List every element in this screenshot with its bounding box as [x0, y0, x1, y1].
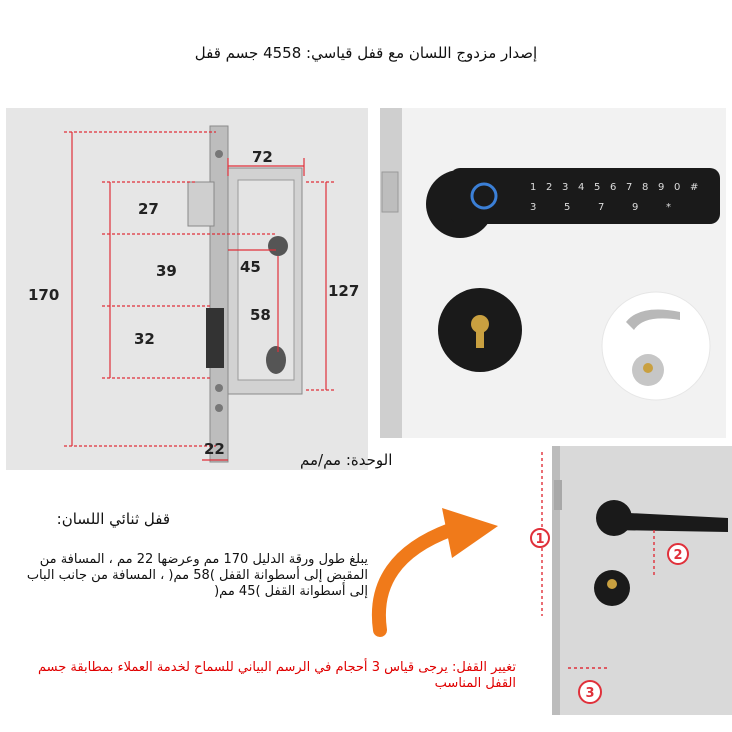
door-latch: [554, 480, 562, 510]
cylinder-slot: [476, 330, 484, 348]
arrow-head: [442, 508, 498, 558]
dim-label-58: 58: [250, 306, 271, 324]
dim-label-127: 127: [328, 282, 360, 300]
lock-case-inner: [238, 180, 294, 380]
keypad-key: *: [666, 202, 671, 213]
keypad-key: 3: [562, 182, 569, 193]
arrow-shaft: [379, 530, 450, 630]
door-edge: [380, 108, 402, 438]
unit-label: الوحدة: مم/مم: [300, 451, 393, 469]
section-heading: قفل ثنائي اللسان:: [56, 510, 170, 528]
keypad-key: 1: [530, 182, 537, 193]
dim-label-32: 32: [134, 330, 155, 348]
cylinder-hole: [266, 346, 286, 374]
orange-arrow: [360, 500, 510, 640]
keypad-key: 7: [598, 202, 605, 213]
product-photo: [380, 108, 726, 438]
keypad-key: 8: [642, 182, 649, 193]
latch-bolt: [188, 182, 214, 226]
door-measurement-diagram: [528, 440, 732, 715]
keypad-key: 9: [632, 202, 639, 213]
keypad-key: 4: [578, 182, 585, 193]
keypad-key: 6: [610, 182, 617, 193]
keypad-key: 2: [546, 182, 553, 193]
keypad-key: 9: [658, 182, 665, 193]
keypad-key: 3: [530, 202, 537, 213]
deadbolt-slot: [206, 308, 224, 368]
dim-label-39: 39: [156, 262, 177, 280]
marker-3-label: 3: [585, 686, 595, 701]
dim-label-72: 72: [252, 148, 273, 166]
latch-plate: [382, 172, 398, 212]
door-drawing: [528, 440, 732, 715]
door-cylinder: [607, 579, 617, 589]
dim-label-170: 170: [28, 286, 60, 304]
screw-hole: [215, 150, 223, 158]
screw-hole: [215, 404, 223, 412]
dim-label-27: 27: [138, 200, 159, 218]
screw-hole: [215, 384, 223, 392]
page-title: إصدار مزدوج اللسان مع قفل قياسي: 4558 جسم قفل: [194, 44, 538, 62]
marker-1-label: 1: [535, 532, 545, 547]
dim-label-45: 45: [240, 258, 261, 276]
dim-label-22: 22: [204, 440, 225, 458]
silver-cylinder-core: [643, 363, 653, 373]
description-text: يبلغ طول ورقة الدليل 170 مم وعرضها 22 مم ، المسافة من المقبض إلى أسطوانة القفل )58 مم( ، المسافة من جانب الباب إلى أسطوانة القفل )45 مم(: [26, 552, 368, 599]
keypad-key: 5: [564, 202, 571, 213]
note-text: تغيير القفل: يرجى قياس 3 أحجام في الرسم البياني للسماح لخدمة العملاء بمطابقة جسم القفل المناسب: [37, 660, 516, 691]
marker-2-label: 2: [673, 548, 683, 563]
lock-body-drawing: [6, 108, 368, 470]
keypad-key: 0: [674, 182, 681, 193]
product-drawing: [380, 108, 726, 438]
keypad-key: #: [690, 182, 699, 193]
smart-handle: [450, 168, 720, 224]
lock-body-diagram: [6, 108, 368, 470]
keypad-key: 7: [626, 182, 633, 193]
spindle-hole: [268, 236, 288, 256]
door-panel: [558, 446, 732, 715]
keypad-key: 5: [594, 182, 601, 193]
